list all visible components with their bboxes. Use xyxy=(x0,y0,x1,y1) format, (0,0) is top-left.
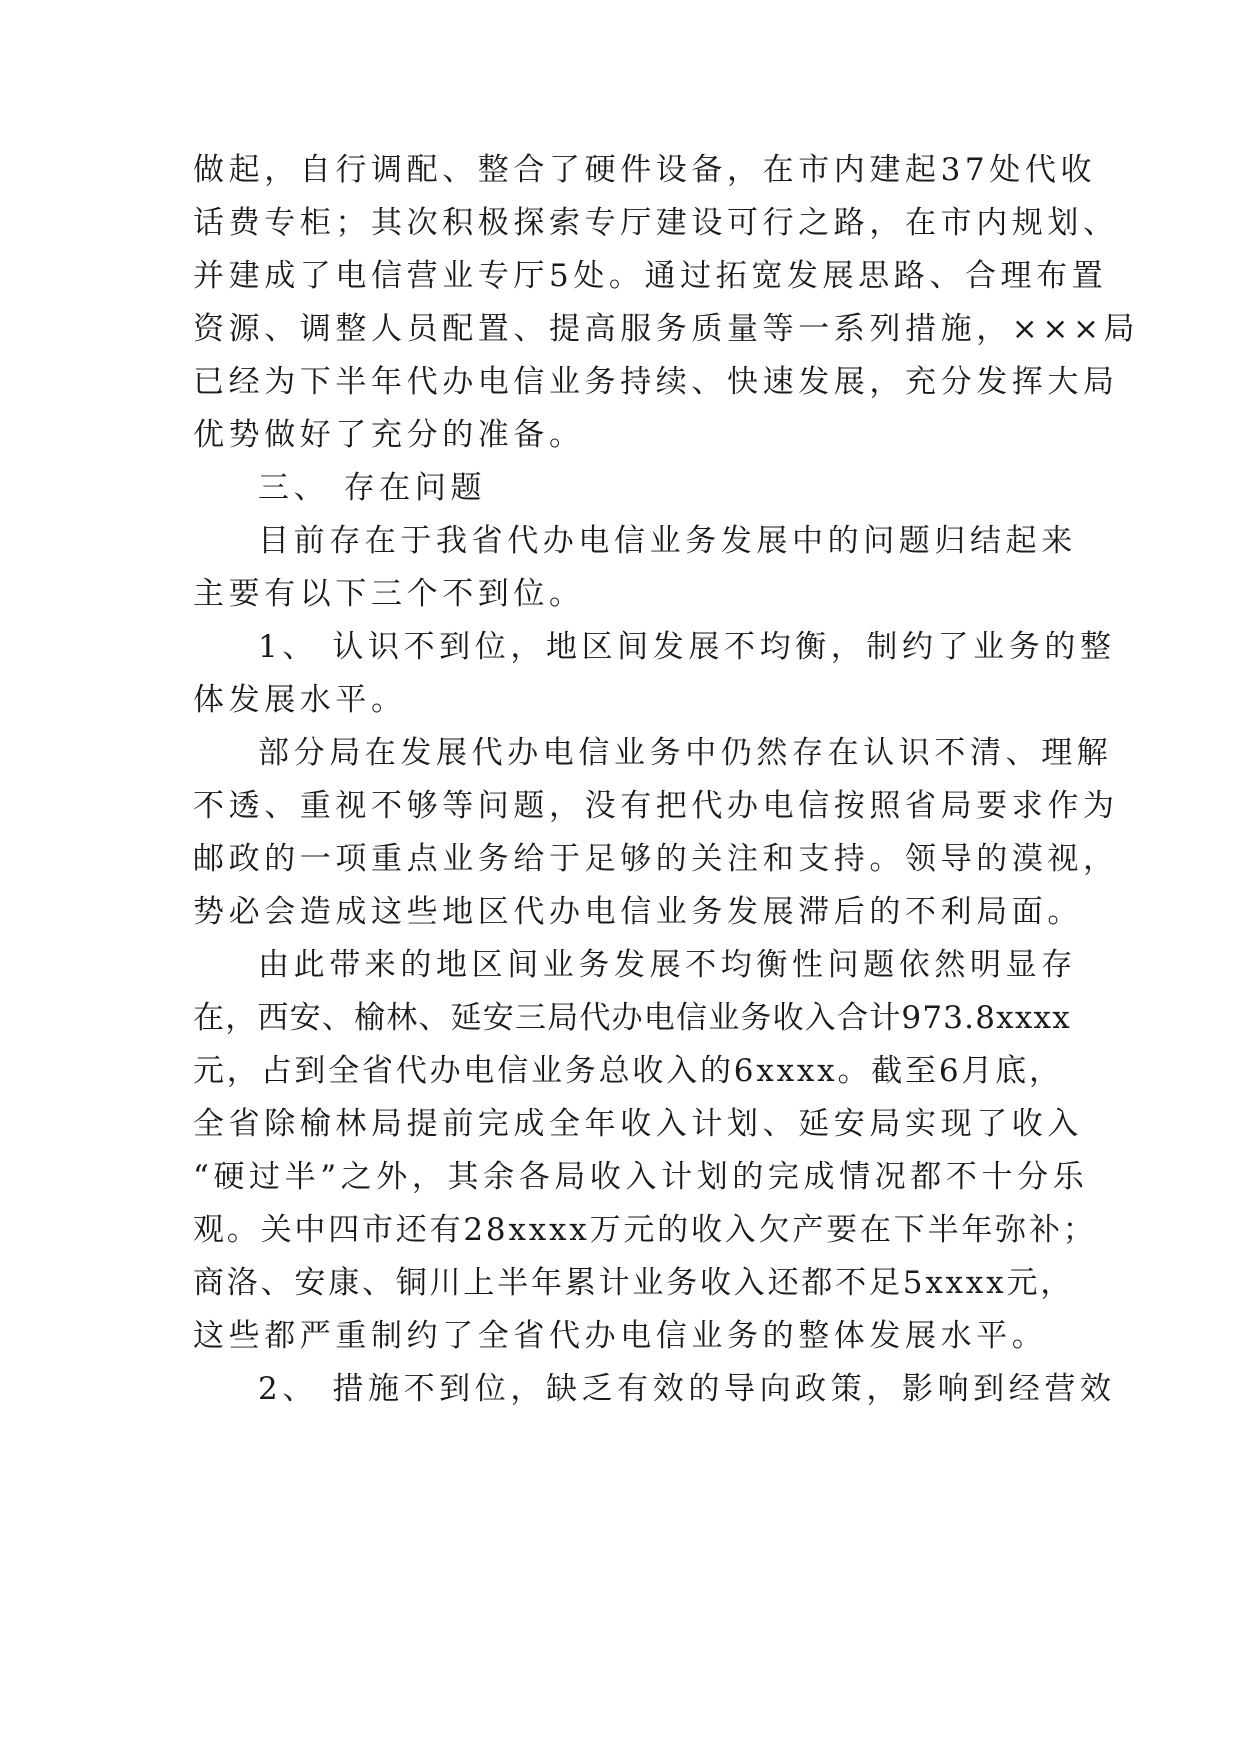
text-line: 全省除榆林局提前完成全年收入计划、延安局实现了收入 xyxy=(193,1106,1083,1142)
text-line: 主要有以下三个不到位。 xyxy=(193,576,585,612)
text-line: 邮政的一项重点业务给于足够的关注和支持。领导的漠视， xyxy=(193,841,1119,877)
text-line: 资源、调整人员配置、提高服务质量等一系列措施，×××局 xyxy=(193,311,1140,347)
text-line: 已经为下半年代办电信业务持续、快速发展，充分发挥大局 xyxy=(193,364,1119,400)
text-line: 势必会造成这些地区代办电信业务发展滞后的不利局面。 xyxy=(193,894,1083,930)
text-line: 由此带来的地区间业务发展不均衡性问题依然明显存 xyxy=(258,947,1077,983)
subheading-line: 体发展水平。 xyxy=(193,682,407,718)
text-line: 优势做好了充分的准备。 xyxy=(193,417,585,453)
text-line: “硬过半”之外，其余各局收入计划的完成情况都不十分乐 xyxy=(193,1159,1089,1195)
subheading-line: 2、 措施不到位，缺乏有效的导向政策，影响到经营效 xyxy=(258,1371,1116,1407)
section-heading: 三、 存在问题 xyxy=(258,470,487,506)
text-line: 观。关中四市还有28xxxx万元的收入欠产要在下半年弥补； xyxy=(193,1212,1097,1248)
text-line: 话费专柜；其次积极探索专厅建设可行之路，在市内规划、 xyxy=(193,205,1119,241)
text-line: 部分局在发展代办电信业务中仍然存在认识不清、理解 xyxy=(258,735,1113,771)
subheading-line: 1、 认识不到位，地区间发展不均衡，制约了业务的整 xyxy=(258,629,1116,665)
text-line: 并建成了电信营业专厅5处。通过拓宽发展思路、合理布置 xyxy=(193,258,1108,294)
text-line: 商洛、安康、铜川上半年累计业务收入还都不足5xxxx元， xyxy=(193,1265,1075,1301)
text-line: 这些都严重制约了全省代办电信业务的整体发展水平。 xyxy=(193,1318,1048,1354)
text-line: 元，占到全省代办电信业务总收入的6xxxx。截至6月底， xyxy=(193,1053,1063,1089)
text-line: 不透、重视不够等问题，没有把代办电信按照省局要求作为 xyxy=(193,788,1119,824)
text-line: 目前存在于我省代办电信业务发展中的问题归结起来 xyxy=(258,523,1077,559)
text-line: 做起，自行调配、整合了硬件设备，在市内建起37处代收 xyxy=(193,152,1097,188)
text-line: 在，西安、榆林、延安三局代办电信业务收入合计973.8xxxx xyxy=(193,1000,1071,1036)
